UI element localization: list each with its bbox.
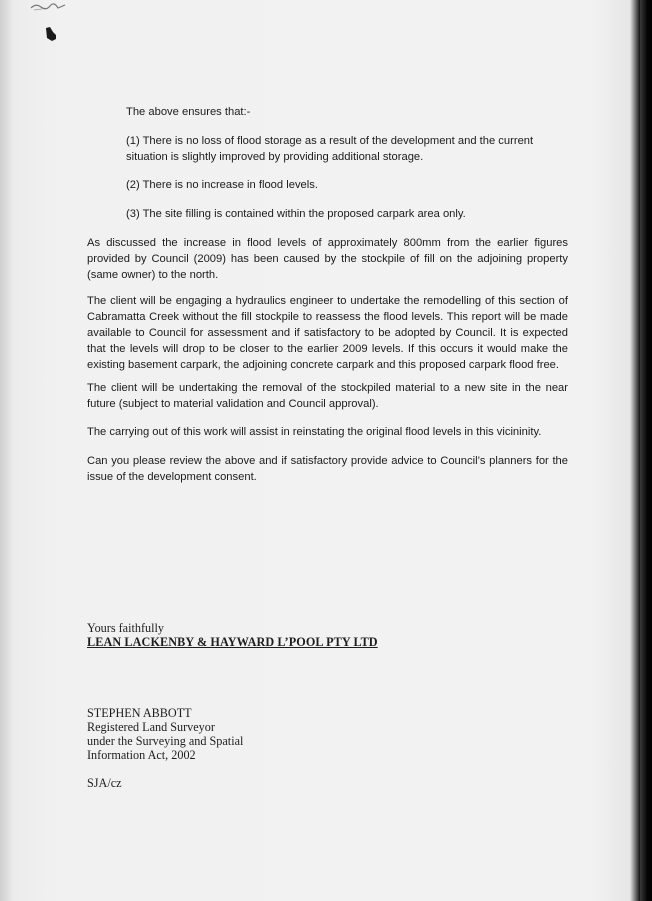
point-3: (3) The site filling is contained within the proposed carpark area only. — [126, 208, 466, 220]
intro-line: The above ensures that:- — [126, 106, 251, 118]
signatory-title-line-3: Information Act, 2002 — [87, 748, 196, 762]
signatory-title-line-1: Registered Land Surveyor — [87, 720, 215, 734]
company-name: LEAN LACKENBY & HAYWARD L’POOL PTY LTD — [87, 635, 378, 649]
paragraph-reinstating-levels: The carrying out of this work will assist in reinstating the original flood levels in this vicininity. — [87, 426, 542, 438]
signatory-name: STEPHEN ABBOTT — [87, 706, 192, 720]
paragraph-hydraulics-engineer: The client will be engaging a hydraulics engineer to undertake the remodelling of this section of Cabramatta Creek without the fill stockpile to reassess the flood levels. This report will be made available to Council for assessment and if satisfactory to be adopted by Council. It is expected that the levels will drop to be closer to the earlier 2009 levels. If this occurs it would make the existing basement carpark, the adjoining concrete carpark and this proposed carpark flood free. — [87, 295, 568, 371]
point-1: (1) There is no loss of flood storage as a result of the development and the current situation is slightly improved by providing additional storage. — [126, 135, 534, 163]
scan-dark-edge — [640, 0, 652, 901]
punch-hole-mark — [44, 26, 58, 42]
point-2: (2) There is no increase in flood levels. — [126, 179, 318, 191]
reference-initials: SJA/cz — [87, 776, 122, 790]
paragraph-flood-increase: As discussed the increase in flood levels of approximately 800mm from the earlier figures provided by Council (2009) has been caused by the stockpile of fill on the adjoining property (same owner) to the north. — [87, 237, 568, 281]
paragraph-review-request: Can you please review the above and if satisfactory provide advice to Council’s planners for the issue of the development consent. — [87, 455, 568, 483]
scan-smudge-mark — [30, 2, 66, 12]
closing-line: Yours faithfully — [87, 621, 164, 635]
signatory-title-line-2: under the Surveying and Spatial — [87, 734, 244, 748]
paragraph-stockpile-removal: The client will be undertaking the removal of the stockpiled material to a new site in the near future (subject to material validation and Council approval). — [87, 382, 568, 410]
